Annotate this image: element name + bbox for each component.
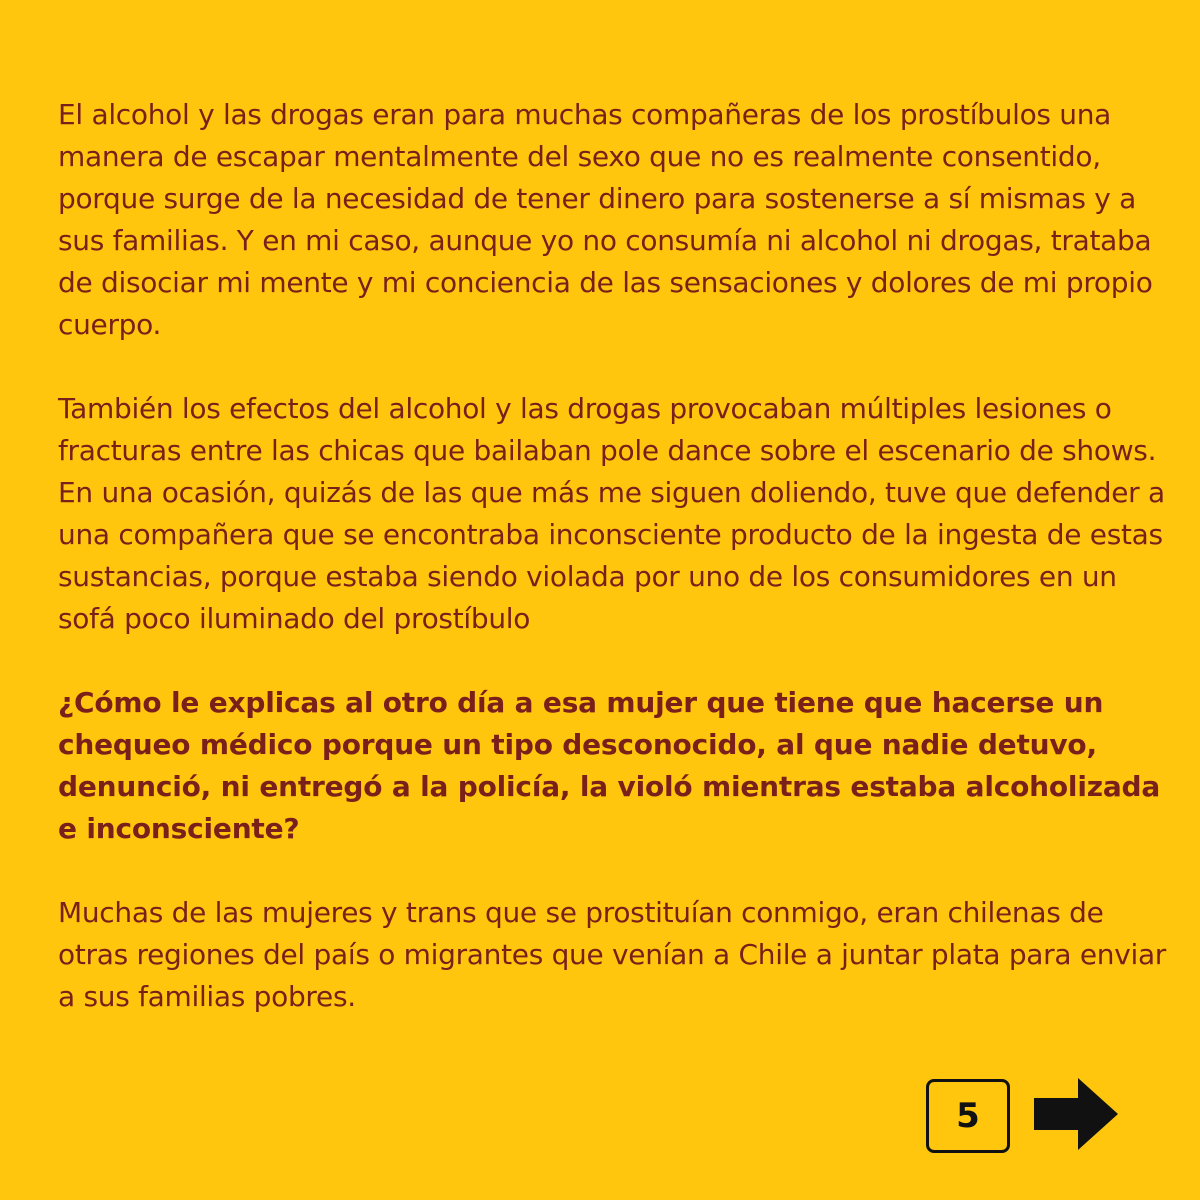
highlighted-question: ¿Cómo le explicas al otro día a esa mujer que tiene que hacerse un chequeo médico porque un tipo desconocido, al que nadie detuvo, denunció, ni entregó a la policía, la violó mientras estaba alcoholizada e inconsciente?: [58, 686, 1161, 845]
paragraph-alcohol-drugs: El alcohol y las drogas eran para muchas compañeras de los prostíbulos una manera de escapar mentalmente del sexo que no es realmente consentido, porque surge de la necesidad de tener dinero para sostenerse a sí mismas y a sus familias. Y en mi caso, aunque yo no consumía ni alcohol ni drogas, trataba de disociar mi mente y mi conciencia de las sensaciones y dolores de mi propio cuerpo.: [58, 98, 1153, 341]
arrow-right-icon: [1030, 1076, 1122, 1152]
page-number-badge: 5: [926, 1079, 1010, 1153]
next-page-button[interactable]: [1030, 1076, 1122, 1152]
paragraph-migrants: Muchas de las mujeres y trans que se prostituían conmigo, eran chilenas de otras regiones del país o migrantes que venían a Chile a juntar plata para enviar a sus familias pobres.: [58, 896, 1167, 1013]
paragraph-injuries: También los efectos del alcohol y las drogas provocaban múltiples lesiones o fracturas entre las chicas que bailaban pole dance sobre el escenario de shows. En una ocasión, quizás de las que más me siguen doliendo, tuve que defender a una compañera que se encontraba inconsciente producto de la ingesta de estas sustancias, porque estaba siendo violada por uno de los consumidores en un sofá poco iluminado del prostíbulo: [58, 392, 1165, 635]
